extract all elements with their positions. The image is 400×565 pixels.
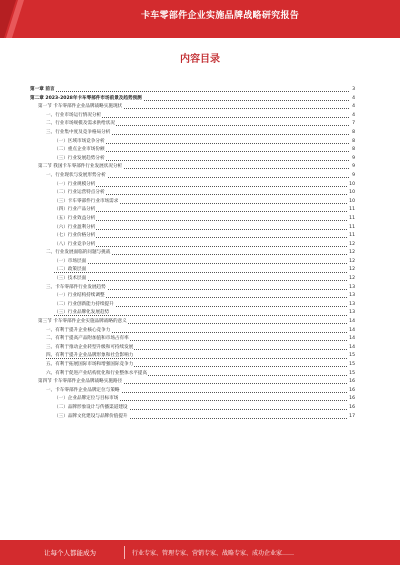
footer-divider xyxy=(124,546,125,559)
toc-entry[interactable] xyxy=(30,284,355,293)
toc-entry[interactable] xyxy=(30,86,355,95)
toc-entry[interactable] xyxy=(30,404,355,413)
toc-entry-text: 第二节 我国卡车零部件行业发展状况分析 xyxy=(38,164,123,170)
toc-entry[interactable] xyxy=(30,206,355,215)
toc-entry-text: （一）市场层面 xyxy=(54,258,87,264)
toc-entry-page: 12 xyxy=(348,241,355,250)
toc-entry-text: 第四节 卡车零部件企业品牌战略实施路径 xyxy=(38,379,123,385)
toc-entry[interactable] xyxy=(30,361,355,370)
toc-entry-text: 五、有利于拓展国际市场和增强国际竞争力 xyxy=(46,362,134,367)
toc-entry[interactable] xyxy=(30,146,355,155)
toc-entry[interactable] xyxy=(30,189,355,198)
toc-entry-page: 14 xyxy=(348,318,355,327)
table-of-contents xyxy=(30,86,355,421)
toc-entry-page: 8 xyxy=(351,138,355,147)
toc-entry[interactable] xyxy=(30,309,355,318)
footer-bar xyxy=(0,540,400,565)
toc-entry-text: （三）品牌文化建设与品牌价值提升 xyxy=(54,413,128,419)
toc-entry[interactable] xyxy=(30,275,355,284)
toc-entry-page: 9 xyxy=(351,155,355,164)
toc-entry-page: 16 xyxy=(348,395,355,404)
toc-entry-page: 3 xyxy=(351,86,355,95)
toc-entry[interactable] xyxy=(30,224,355,233)
toc-entry[interactable] xyxy=(30,129,355,138)
toc-leader-dots xyxy=(54,229,349,230)
toc-entry[interactable] xyxy=(30,249,355,258)
toc-entry-text: 三、有利于推动企业转型升级和可持续发展 xyxy=(46,344,134,350)
toc-entry[interactable] xyxy=(30,232,355,241)
toc-entry-text: 三、卡车零部件行业发展趋势 xyxy=(46,284,106,290)
toc-entry-page: 13 xyxy=(348,292,355,301)
toc-entry-text: （一）行业规模分析 xyxy=(54,181,96,187)
toc-entry-page: 9 xyxy=(351,172,355,181)
toc-entry[interactable] xyxy=(30,120,355,129)
toc-entry-page: 9 xyxy=(351,163,355,172)
toc-entry-page: 16 xyxy=(348,404,355,413)
toc-entry[interactable] xyxy=(30,181,355,190)
toc-entry-text: （六）行业盈利分析 xyxy=(54,224,96,230)
toc-entry-text: 六、有利于促进产业结构优化和行业整体水平提高 xyxy=(46,370,148,376)
toc-leader-dots xyxy=(54,186,349,187)
toc-entry-text: 第一节 卡车零部件企业品牌战略实施现状 xyxy=(38,104,123,110)
toc-entry-text: 二、有利于提高产品附加值和市场占有率 xyxy=(46,336,129,342)
toc-heading: 内容目录 xyxy=(180,54,220,65)
document-title: 卡车零部件企业实施品牌战略研究报告 xyxy=(140,11,300,21)
toc-leader-dots xyxy=(54,237,349,238)
toc-entry[interactable] xyxy=(30,395,355,404)
toc-entry-page: 12 xyxy=(348,275,355,284)
toc-entry-text: 一、行业现状与发展形势分析 xyxy=(46,172,106,178)
toc-entry-page: 14 xyxy=(348,327,355,336)
toc-entry-text: （二）重点企业市场份额 xyxy=(54,147,105,153)
header-bar xyxy=(0,0,400,38)
toc-entry-text: （八）行业竞争分析 xyxy=(54,241,96,247)
toc-entry[interactable] xyxy=(30,138,355,147)
toc-entry[interactable] xyxy=(30,344,355,353)
toc-entry-text: 二、行业发展面临的问题与挑战 xyxy=(46,250,111,256)
toc-entry-text: 四、有利于提升企业品牌形象和社会影响力 xyxy=(46,353,134,359)
toc-entry-text: （三）卡车零部件行业市场需求 xyxy=(54,198,119,204)
toc-entry-page: 12 xyxy=(348,249,355,258)
toc-entry-page: 16 xyxy=(348,378,355,387)
toc-entry-page: 8 xyxy=(351,146,355,155)
toc-entry-page: 12 xyxy=(348,266,355,275)
toc-entry[interactable] xyxy=(30,215,355,224)
toc-entry-page: 4 xyxy=(351,95,355,104)
toc-entry[interactable] xyxy=(30,413,355,422)
toc-entry[interactable] xyxy=(30,112,355,121)
toc-entry-text: （二）行业创新能力持续提升 xyxy=(54,301,114,307)
toc-entry[interactable] xyxy=(30,352,355,361)
toc-entry[interactable] xyxy=(30,292,355,301)
toc-entry[interactable] xyxy=(30,172,355,181)
toc-entry-page: 15 xyxy=(348,361,355,370)
toc-entry-page: 13 xyxy=(348,284,355,293)
toc-entry-page: 13 xyxy=(348,309,355,318)
toc-entry-page: 11 xyxy=(348,215,355,224)
toc-entry-text: （二）品牌形象设计与传播渠道建设 xyxy=(54,404,128,410)
toc-entry-text: （二）政策层面 xyxy=(54,267,87,273)
toc-entry-text: 一、行业市场运行情况分析 xyxy=(46,112,102,118)
toc-entry[interactable] xyxy=(30,198,355,207)
toc-entry-page: 7 xyxy=(351,120,355,129)
toc-entry-text: （一）企业品牌定位与目标市场 xyxy=(54,396,119,402)
toc-entry[interactable] xyxy=(30,327,355,336)
toc-entry[interactable] xyxy=(30,266,355,275)
toc-entry[interactable] xyxy=(30,387,355,396)
toc-entry-text: 第一章 前言 xyxy=(30,87,55,92)
toc-leader-dots xyxy=(30,91,349,92)
toc-leader-dots xyxy=(54,211,349,212)
toc-entry-page: 11 xyxy=(348,232,355,241)
toc-entry[interactable] xyxy=(30,301,355,310)
toc-entry-text: （一）区域市场竞争分析 xyxy=(54,138,105,144)
toc-entry[interactable] xyxy=(30,241,355,250)
toc-entry-page: 17 xyxy=(348,413,355,422)
toc-entry-text: 第二章 2023-2028年卡车零部件市场前景及趋势预测 xyxy=(30,95,142,101)
toc-leader-dots xyxy=(54,263,349,264)
toc-leader-dots xyxy=(54,220,349,221)
toc-leader-dots xyxy=(54,272,349,273)
toc-entry-text: （七）行业价格分析 xyxy=(54,233,96,239)
toc-entry-text: （五）行业效益分析 xyxy=(54,215,96,221)
footer-slogan: 让每个人都能成为 xyxy=(44,549,96,557)
toc-entry-text: 一、有利于提升企业核心竞争力 xyxy=(46,327,111,333)
toc-entry-page: 11 xyxy=(348,224,355,233)
toc-entry-text: （四）行业产品分析 xyxy=(54,207,96,213)
toc-entry-text: 第三节 卡车零部件企业实施品牌战略的意义 xyxy=(38,319,127,325)
toc-entry-text: （二）行业运营特点分析 xyxy=(54,190,105,196)
toc-entry-text: 一、卡车零部件企业品牌定位与策略 xyxy=(46,387,120,393)
toc-entry[interactable] xyxy=(30,258,355,267)
toc-entry-page: 4 xyxy=(351,103,355,112)
toc-entry[interactable] xyxy=(30,103,355,112)
toc-entry[interactable] xyxy=(30,95,355,104)
toc-entry-page: 8 xyxy=(351,129,355,138)
toc-entry[interactable] xyxy=(30,378,355,387)
toc-entry-page: 11 xyxy=(348,206,355,215)
toc-entry-page: 10 xyxy=(348,189,355,198)
toc-entry-text: 三、行业集中度及竞争格局分析 xyxy=(46,129,111,135)
toc-leader-dots xyxy=(54,280,349,281)
toc-entry[interactable] xyxy=(30,318,355,327)
toc-entry-text: （一）行业结构持续调整 xyxy=(54,293,105,299)
toc-entry-page: 10 xyxy=(348,181,355,190)
toc-entry-text: （三）行业发展趋势分析 xyxy=(54,155,105,161)
toc-entry-page: 4 xyxy=(351,112,355,121)
toc-entry-page: 15 xyxy=(348,352,355,361)
toc-entry-page: 15 xyxy=(348,370,355,379)
toc-entry-page: 12 xyxy=(348,258,355,267)
toc-entry-page: 14 xyxy=(348,344,355,353)
toc-entry-page: 10 xyxy=(348,198,355,207)
header-decoration-icon xyxy=(0,0,24,38)
toc-entry[interactable] xyxy=(30,370,355,379)
toc-entry-page: 16 xyxy=(348,387,355,396)
toc-entry[interactable] xyxy=(30,335,355,344)
toc-leader-dots xyxy=(54,246,349,247)
toc-entry-text: （三）行业品牌化发展趋势 xyxy=(54,310,110,316)
toc-entry-text: 二、行业市场规模及需求供给状况 xyxy=(46,121,115,127)
toc-entry[interactable] xyxy=(30,155,355,164)
toc-entry-text: （三）技术层面 xyxy=(54,276,87,282)
toc-entry[interactable] xyxy=(30,163,355,172)
toc-entry-page: 14 xyxy=(348,335,355,344)
toc-entry-page: 13 xyxy=(348,301,355,310)
footer-tagline: 行业专家、管理专家、营销专家、战略专家、成功企业家…… xyxy=(132,550,295,557)
